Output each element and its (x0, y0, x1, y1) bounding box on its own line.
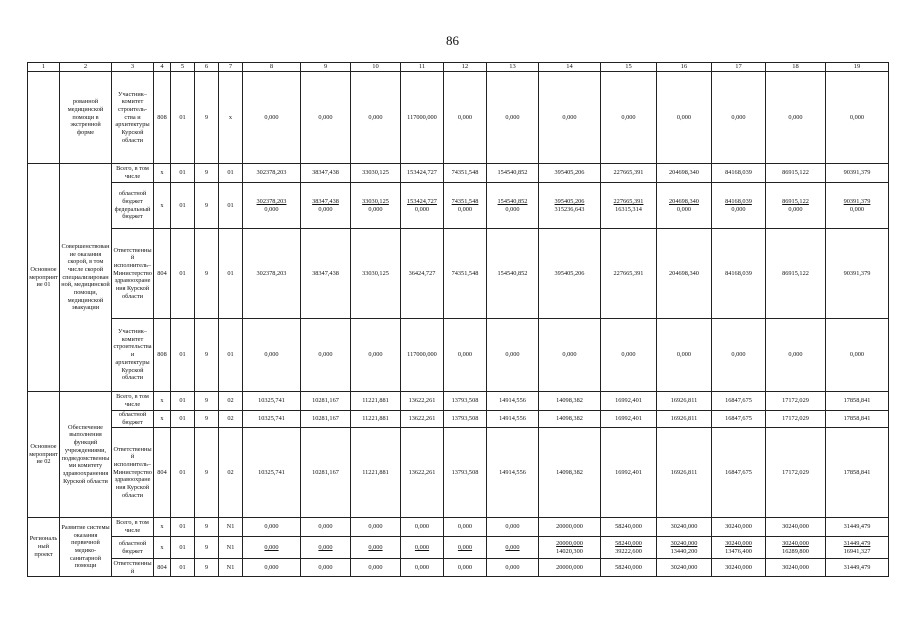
value-cell: 17172,029 (766, 411, 826, 428)
value-cell: 227665,391 (601, 229, 657, 319)
header-col-4: 4 (154, 63, 171, 72)
value-cell (301, 537, 351, 559)
value-cell (826, 183, 889, 229)
value-cell: 0,000 (712, 319, 766, 392)
program-code-cell: 01 (171, 411, 195, 428)
value-cell: 16847,675 (712, 392, 766, 411)
value-cell: 30240,000 (766, 559, 826, 577)
value-cell: 11221,881 (351, 392, 401, 411)
program-code-cell: 01 (171, 319, 195, 392)
table-row (28, 183, 889, 229)
value-cell (487, 537, 539, 559)
value-primary: 84168,039 (725, 197, 752, 205)
value-cell: 13622,261 (401, 411, 444, 428)
executor-cell: Всего, в том числе (112, 164, 154, 183)
value-primary: 90391,379 (843, 197, 871, 205)
grbs-cell: 808 (154, 72, 171, 164)
header-col-16: 16 (657, 63, 712, 72)
value-cell: 58240,000 (601, 559, 657, 577)
value-cell: 204698,340 (657, 229, 712, 319)
value-cell: 0,000 (351, 319, 401, 392)
value-cell: 16992,401 (601, 428, 657, 518)
value-cell: 36424,727 (401, 229, 444, 319)
value-secondary: 0,000 (731, 205, 746, 213)
program-code-cell: 01 (171, 537, 195, 559)
value-primary: 30240,000 (670, 539, 698, 547)
grbs-cell: х (154, 411, 171, 428)
description-cell: рованной медицинской помощи в экстренной форме (60, 72, 112, 164)
executor-cell: Ответственный исполнитель–Министерство здравоохранения Курской области (112, 229, 154, 319)
value-cell: 395405,206 (539, 164, 601, 183)
value-cell: 0,000 (657, 319, 712, 392)
value-primary: 153424,727 (407, 197, 437, 205)
description-cell: Развитие системы оказания первичной медико-санитарной помощи (60, 518, 112, 577)
value-cell: 0,000 (487, 72, 539, 164)
value-cell: 13622,261 (401, 392, 444, 411)
value-cell: 17172,029 (766, 392, 826, 411)
grbs-cell: х (154, 164, 171, 183)
value-cell: 0,000 (301, 319, 351, 392)
value-cell (444, 183, 487, 229)
description-cell: Обеспечение выполнения функций учреждениями, подведомственными комитету здравоохранения Курской области (60, 392, 112, 518)
table-row (28, 164, 889, 183)
program-code-cell: 01 (171, 229, 195, 319)
value-cell: 11221,881 (351, 428, 401, 518)
grbs-cell: х (154, 518, 171, 537)
value-secondary: 39222,600 (615, 547, 642, 555)
value-cell: 14098,382 (539, 428, 601, 518)
value-secondary: 16315,314 (615, 205, 642, 213)
table-row (28, 411, 889, 428)
value-cell: 31449,479 (826, 518, 889, 537)
value-cell: 204698,340 (657, 164, 712, 183)
value-cell: 0,000 (487, 559, 539, 577)
value-cell: 0,000 (444, 559, 487, 577)
value-cell: 16847,675 (712, 428, 766, 518)
value-cell: 0,000 (444, 319, 487, 392)
page-number: 86 (446, 33, 459, 48)
executor-cell: Участник–комитет строительства и архитектуры Курской области (112, 319, 154, 392)
value-cell: 17858,841 (826, 411, 889, 428)
header-col-11: 11 (401, 63, 444, 72)
measure-code-cell: 02 (219, 428, 243, 518)
value-cell: 38347,438 (301, 229, 351, 319)
value-primary: 154540,852 (497, 197, 528, 205)
value-cell (712, 183, 766, 229)
value-cell: 13793,508 (444, 392, 487, 411)
table-row (28, 392, 889, 411)
table-row (28, 518, 889, 537)
value-primary: 58240,000 (615, 539, 642, 547)
header-row (28, 63, 889, 72)
value-cell: 11221,881 (351, 411, 401, 428)
value-cell: 30240,000 (657, 559, 712, 577)
value-cell: 0,000 (826, 72, 889, 164)
value-cell: 17858,841 (826, 392, 889, 411)
header-col-1: 1 (28, 63, 60, 72)
header-col-2: 2 (60, 63, 112, 72)
value-cell: 227665,391 (601, 164, 657, 183)
subprogram-code-cell: 9 (195, 411, 219, 428)
executor-cell: областной бюджет (112, 537, 154, 559)
measure-code-cell: 01 (219, 164, 243, 183)
value-cell: 0,000 (487, 319, 539, 392)
program-code-cell: 01 (171, 518, 195, 537)
value-cell: 14098,382 (539, 392, 601, 411)
grbs-cell: 808 (154, 319, 171, 392)
value-cell: 16992,401 (601, 392, 657, 411)
value-cell (243, 183, 301, 229)
value-cell: 117000,000 (401, 319, 444, 392)
value-cell (601, 537, 657, 559)
subprogram-code-cell: 9 (195, 537, 219, 559)
header-col-9: 9 (301, 63, 351, 72)
value-secondary: 0,000 (368, 205, 383, 213)
value-cell: 16926,811 (657, 392, 712, 411)
header-col-15: 15 (601, 63, 657, 72)
value-cell: 0,000 (657, 72, 712, 164)
program-code-cell: 01 (171, 183, 195, 229)
value-cell: 31449,479 (826, 559, 889, 577)
value-cell (826, 537, 889, 559)
header-col-12: 12 (444, 63, 487, 72)
value-cell: 0,000 (487, 518, 539, 537)
value-cell: 30240,000 (766, 518, 826, 537)
value-cell (657, 537, 712, 559)
measure-code-cell: 02 (219, 392, 243, 411)
header-col-7: 7 (219, 63, 243, 72)
value-cell (301, 183, 351, 229)
value-cell: 0,000 (301, 518, 351, 537)
value-cell: 10281,167 (301, 411, 351, 428)
measure-name-cell: Основное мероприятие 01 (28, 164, 60, 392)
value-cell: 14914,556 (487, 428, 539, 518)
value-cell: 0,000 (401, 559, 444, 577)
subprogram-code-cell: 9 (195, 559, 219, 577)
value-secondary: 0,000 (788, 205, 803, 213)
subprogram-code-cell: 9 (195, 518, 219, 537)
measure-code-cell: х (219, 72, 243, 164)
value-primary: 302378,203 (256, 197, 287, 205)
value-cell: 0,000 (401, 518, 444, 537)
value-cell: 13793,508 (444, 428, 487, 518)
value-cell: 14914,556 (487, 411, 539, 428)
value-cell: 0,000 (301, 72, 351, 164)
value-cell (401, 537, 444, 559)
value-cell: 74351,548 (444, 164, 487, 183)
value-cell: 14098,382 (539, 411, 601, 428)
value-cell: 16926,811 (657, 411, 712, 428)
value-primary: 0,000 (505, 543, 520, 551)
value-cell: 0,000 (539, 72, 601, 164)
value-cell: 0,000 (351, 518, 401, 537)
value-secondary: 0,000 (676, 205, 692, 213)
value-cell: 0,000 (243, 72, 301, 164)
value-cell (766, 537, 826, 559)
value-primary: 31449,479 (843, 539, 871, 547)
executor-cell: Всего, в том числе (112, 392, 154, 411)
value-cell: 0,000 (539, 319, 601, 392)
measure-name-cell (28, 72, 60, 164)
value-cell: 0,000 (766, 319, 826, 392)
value-cell: 30240,000 (712, 559, 766, 577)
value-cell (539, 537, 601, 559)
value-primary: 0,000 (368, 543, 383, 551)
value-cell: 395405,206 (539, 229, 601, 319)
value-cell: 74351,548 (444, 229, 487, 319)
value-cell: 13622,261 (401, 428, 444, 518)
value-cell: 0,000 (243, 559, 301, 577)
value-primary: 86915,122 (782, 197, 809, 205)
table-row (28, 559, 889, 577)
value-secondary: 0,000 (457, 205, 473, 213)
value-cell: 30240,000 (657, 518, 712, 537)
executor-cell: областной бюджет федеральный бюджет (112, 183, 154, 229)
value-cell: 0,000 (601, 319, 657, 392)
header-col-6: 6 (195, 63, 219, 72)
value-cell: 17858,841 (826, 428, 889, 518)
header-col-3: 3 (112, 63, 154, 72)
subprogram-code-cell: 9 (195, 428, 219, 518)
value-cell: 10281,167 (301, 392, 351, 411)
value-cell: 0,000 (601, 72, 657, 164)
value-cell (243, 537, 301, 559)
value-cell (539, 183, 601, 229)
table-row (28, 229, 889, 319)
header-col-17: 17 (712, 63, 766, 72)
header-col-5: 5 (171, 63, 195, 72)
program-code-cell: 01 (171, 428, 195, 518)
value-primary: 33030,125 (362, 197, 389, 205)
value-cell: 153424,727 (401, 164, 444, 183)
value-secondary: 0,000 (264, 205, 279, 213)
value-cell (351, 537, 401, 559)
executor-cell: Ответственный исполнитель–Министерство здравоохранения Курской области (112, 428, 154, 518)
grbs-cell: 804 (154, 428, 171, 518)
value-cell (766, 183, 826, 229)
value-cell: 117000,000 (401, 72, 444, 164)
description-cell: Совершенствование оказания скорой, в том числе скорой специализированной, медицинской помощи, медицинской эвакуации (60, 164, 112, 392)
value-cell: 58240,000 (601, 518, 657, 537)
value-cell: 84168,039 (712, 229, 766, 319)
program-code-cell: 01 (171, 72, 195, 164)
value-cell: 10325,741 (243, 428, 301, 518)
value-cell: 0,000 (351, 72, 401, 164)
value-cell: 0,000 (766, 72, 826, 164)
value-secondary: 16289,800 (782, 547, 809, 555)
value-cell (487, 183, 539, 229)
program-code-cell: 01 (171, 559, 195, 577)
value-primary: 74351,548 (451, 197, 479, 205)
measure-code-cell: 01 (219, 319, 243, 392)
value-cell: 16847,675 (712, 411, 766, 428)
value-cell: 86915,122 (766, 164, 826, 183)
subprogram-code-cell: 9 (195, 164, 219, 183)
grbs-cell: х (154, 537, 171, 559)
value-cell (601, 183, 657, 229)
table-row (28, 72, 889, 164)
value-cell: 0,000 (301, 559, 351, 577)
measure-name-cell: Основное мероприятие 02 (28, 392, 60, 518)
value-cell (712, 537, 766, 559)
value-primary: 30240,000 (725, 539, 752, 547)
value-primary: 0,000 (318, 543, 333, 551)
header-col-13: 13 (487, 63, 539, 72)
value-cell: 20000,000 (539, 559, 601, 577)
value-cell: 86915,122 (766, 229, 826, 319)
measure-code-cell: N1 (219, 537, 243, 559)
value-cell: 154540,852 (487, 229, 539, 319)
executor-cell: Всего, в том числе (112, 518, 154, 537)
grbs-cell: х (154, 183, 171, 229)
value-cell: 30240,000 (712, 518, 766, 537)
value-cell: 154540,852 (487, 164, 539, 183)
value-cell: 0,000 (826, 319, 889, 392)
value-cell: 90391,379 (826, 229, 889, 319)
value-cell: 33030,125 (351, 164, 401, 183)
measure-code-cell: N1 (219, 518, 243, 537)
table-row (28, 319, 889, 392)
value-cell: 0,000 (712, 72, 766, 164)
value-cell: 302378,203 (243, 229, 301, 319)
value-primary: 20000,000 (556, 539, 583, 547)
measure-name-cell: Региональный проект (28, 518, 60, 577)
value-cell: 0,000 (444, 518, 487, 537)
value-cell: 16992,401 (601, 411, 657, 428)
measure-code-cell: 02 (219, 411, 243, 428)
measure-code-cell: N1 (219, 559, 243, 577)
value-cell (657, 183, 712, 229)
subprogram-code-cell: 9 (195, 392, 219, 411)
grbs-cell: х (154, 392, 171, 411)
value-cell (401, 183, 444, 229)
value-primary: 204698,340 (669, 197, 699, 205)
value-cell: 0,000 (243, 518, 301, 537)
measure-code-cell: 01 (219, 183, 243, 229)
subprogram-code-cell: 9 (195, 229, 219, 319)
value-primary: 227665,391 (613, 197, 644, 205)
header-col-10: 10 (351, 63, 401, 72)
value-primary: 38347,438 (312, 197, 339, 205)
measure-code-cell: 01 (219, 229, 243, 319)
table-row (28, 537, 889, 559)
value-secondary: 14020,300 (556, 547, 583, 555)
executor-cell: областной бюджет (112, 411, 154, 428)
value-cell: 10281,167 (301, 428, 351, 518)
value-primary: 0,000 (264, 543, 279, 551)
grbs-cell: 804 (154, 559, 171, 577)
value-cell: 10325,741 (243, 392, 301, 411)
value-cell: 0,000 (351, 559, 401, 577)
value-primary: 30240,000 (782, 539, 809, 547)
table-row (28, 428, 889, 518)
value-primary: 0,000 (414, 543, 430, 551)
header-col-8: 8 (243, 63, 301, 72)
header-col-18: 18 (766, 63, 826, 72)
value-primary: 0,000 (457, 543, 473, 551)
budget-table (27, 62, 889, 577)
value-cell: 302378,203 (243, 164, 301, 183)
value-secondary: 0,000 (318, 205, 333, 213)
value-primary: 395405,206 (554, 197, 585, 205)
subprogram-code-cell: 9 (195, 183, 219, 229)
value-secondary: 315236,643 (554, 205, 585, 213)
program-code-cell: 01 (171, 164, 195, 183)
grbs-cell: 804 (154, 229, 171, 319)
value-cell: 84168,039 (712, 164, 766, 183)
value-cell: 14914,556 (487, 392, 539, 411)
header-col-19: 19 (826, 63, 889, 72)
value-cell (444, 537, 487, 559)
subprogram-code-cell: 9 (195, 319, 219, 392)
value-cell: 0,000 (444, 72, 487, 164)
value-secondary: 13440,200 (670, 547, 698, 555)
executor-cell: Участник–комитет строитель-ства и архитектуры Курской области (112, 72, 154, 164)
value-cell: 0,000 (243, 319, 301, 392)
value-cell: 10325,741 (243, 411, 301, 428)
header-col-14: 14 (539, 63, 601, 72)
value-cell: 13793,508 (444, 411, 487, 428)
value-cell: 16926,811 (657, 428, 712, 518)
value-cell: 20000,000 (539, 518, 601, 537)
subprogram-code-cell: 9 (195, 72, 219, 164)
value-secondary: 0,000 (849, 205, 865, 213)
value-secondary: 0,000 (505, 205, 520, 213)
value-secondary: 0,000 (414, 205, 430, 213)
value-secondary: 13476,400 (725, 547, 752, 555)
value-cell: 33030,125 (351, 229, 401, 319)
value-cell: 38347,438 (301, 164, 351, 183)
value-cell (351, 183, 401, 229)
program-code-cell: 01 (171, 392, 195, 411)
value-cell: 90391,379 (826, 164, 889, 183)
value-secondary: 16941,327 (843, 547, 871, 555)
executor-cell: Ответственный (113, 559, 152, 575)
value-cell: 17172,029 (766, 428, 826, 518)
